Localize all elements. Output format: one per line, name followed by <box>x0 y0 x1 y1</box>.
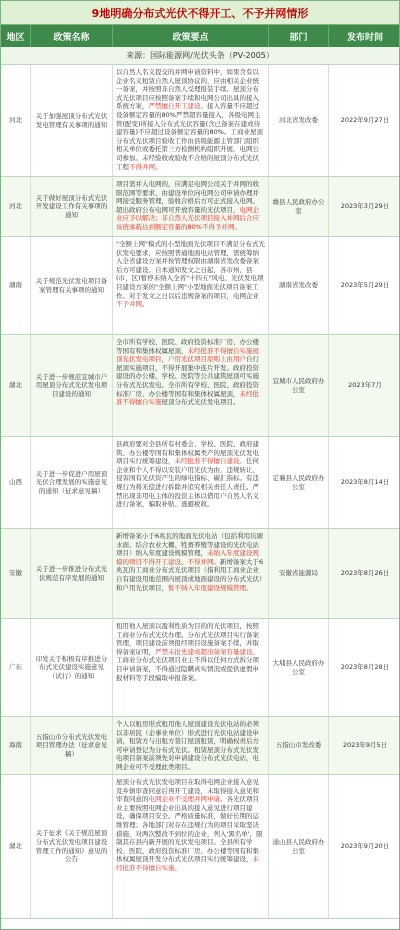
policy-points-cell <box>113 65 269 176</box>
department-cell: 安徽省能源局 <box>269 529 329 618</box>
header-department: 部门 <box>269 25 329 47</box>
point-text: 新增备案大于6兆瓦的工商业分布式光伏项目（指利用工商业企业自有建设用地范围内屋顶或地面建设的分布式光伏）和户用光伏项目， <box>116 557 264 592</box>
highlighted-point-text: 未经批准不得擅自实施。 <box>116 855 259 872</box>
point-text: 工商业分布式光伏项目业主不得以任何方式拆分项目申请备案，不得通过隐瞒真实情况或提供虚假申报材料等手段骗取申报备案。 <box>116 656 259 682</box>
department-cell: 五指山市发改委 <box>269 717 329 774</box>
table-row <box>1 437 399 529</box>
table-row <box>1 177 399 237</box>
point-text: 自行屋顶实施项目，不得开展集中连片开发。政府投资建设的办公楼、学校、医院等公共建筑屋顶可实施分布式光伏发电。全市所有学校、医院、政府投资标准厂房、办公楼等国有和集体权属屋顶， <box>116 355 259 398</box>
table-row <box>1 237 399 335</box>
policy-name-cell: 关于进一步规范宜城市户用屋顶分布式光伏发电项目建设的通知 <box>31 335 113 436</box>
table-row <box>1 529 399 619</box>
highlighted-point-text: 电网企业应予以解决；非自然人光伏项目接入并网后合应该统承载达到额定容量的80%不得予并网。 <box>116 205 259 231</box>
department-cell: 通山县人民政府办公室 <box>269 775 329 918</box>
table-row <box>1 717 399 775</box>
date-cell: 2023年8月28日 <box>340 663 390 672</box>
region-cell: 河北 <box>1 65 31 176</box>
table-header <box>1 25 399 47</box>
highlighted-point-text: 未纳入年度建设规模的项目不得开工建设、不得并网。 <box>116 549 259 566</box>
region-cell: 湖北 <box>1 775 31 918</box>
date-cell: 2023年8月14日 <box>340 478 390 487</box>
point-text: "全额上网"模式的小型地面光伏项目不满足分布式光伏发电要求，应按照普通地面电站管理，需统筹纳入全省建设方案并按管理权限由湖南省发改委备案后方可建设。自本通知发文之日起，各市州、县(市、区)暂停未纳入全省"十四五"风电、光伏发电项目建设方案的"全额上网"小型地面光伏项目备案工作。对于发文之日以后违规备案的项目，电网企业 <box>116 240 265 300</box>
policy-points-cell <box>113 619 269 716</box>
point-text: 县政府要对全县所有村委会、学校、医院、政府建筑、办公楼等国有和集体权属类产的屋顶光伏发电项目实行统筹建设， <box>116 440 259 466</box>
policy-name-cell: 五指山市分布式光伏发电项目管理办法（征求意见稿） <box>31 717 113 774</box>
policy-points-cell <box>113 177 269 236</box>
header-release-date: 发布时间 <box>346 32 383 43</box>
point-text: 以自然人名义提交的并网申请资料中，如果含有以企业名义租赁自然人屋顶协议的，应由相关企业统一备案，并按照非自然人受理报装手续。屋顶分布式光伏项目应按照备案手续和电网公司出具的接入系统方案， <box>116 68 259 111</box>
highlighted-point-text: 不予并网。 <box>116 300 149 309</box>
policy-points-cell <box>113 775 269 918</box>
department-cell: 大埔县人民政府办公室 <box>269 619 329 716</box>
highlighted-point-text: 不得并网。 <box>129 162 162 171</box>
region-cell: 山西 <box>1 437 31 528</box>
date-cell: 2023年9月5日 <box>342 741 388 750</box>
policy-points-cell <box>113 529 269 618</box>
region-cell: 广东 <box>1 619 31 716</box>
date-cell: 2023年3月29日 <box>340 202 390 211</box>
highlighted-point-text: 严禁未批先建或超出备案容量建设。 <box>155 647 259 656</box>
point-text: 新增备案小于6兆瓦的地面光伏电站（包括利用坑塘水面、结合农业大棚、牲畜养殖等建设的光伏电站项目）纳入年度建设规模管理， <box>116 532 264 558</box>
header-policy-points: 政策要点 <box>113 25 269 47</box>
policy-name-cell: 关于进一步推进分布式光伏规范有序发展的通知 <box>31 529 113 618</box>
department-cell: 雄县人民政府办公室 <box>269 177 329 236</box>
policy-name-cell: 关于加强屋顶分布式光伏发电管理有关事项的通知 <box>31 65 113 176</box>
policy-name-cell: 印发关于积极有序推进分布式光伏建设实施意见（试行）的通知 <box>31 619 113 716</box>
region-cell: 安徽 <box>1 529 31 618</box>
date-cell: 2023年7月 <box>348 381 382 390</box>
date-cell: 2023年9月20日 <box>340 842 390 851</box>
policy-points-cell <box>113 237 269 334</box>
region-cell: 湖北 <box>1 335 31 436</box>
point-text: 个人以租房形式租用他人屋顶建设光伏电站的必须以非居民（企事业单位）形式进行光伏电站建设申请，租赁方与出租方签订屋顶租赁，明确权责后方可申请登记为分布式光伏。租赁屋顶分布式光伏发电项目备案前须先对申请建设分布式光伏电站，电网企业可不受理此类项目。 <box>116 720 259 771</box>
region-cell: 湖南 <box>1 237 31 334</box>
highlighted-point-text: 严禁擅自开工建设。 <box>148 102 207 111</box>
table-row <box>1 65 399 177</box>
highlighted-point-text: 电网企业不受理并网申请。 <box>148 795 227 804</box>
highlighted-point-text: 未经批准不得擅自建设。 <box>174 457 246 466</box>
policy-points-cell <box>113 437 269 528</box>
highlighted-point-text: 暂不纳入年度建设规模管理。 <box>168 583 253 592</box>
date-cell: 2023年5月29日 <box>340 281 390 290</box>
date-cell: 2022年9月27日 <box>340 116 390 125</box>
source-note: 来源：国际能源网/光伏头条（PV-2005） <box>1 47 399 65</box>
policy-points-cell <box>113 335 269 436</box>
point-text: 接入容量不应超过设备额定容量的80%严禁超容量接入，各级电网主管(配变)所接入分布式光伏容量(含已备案在建或待建容量)不应超过设备额定容量的80%。工商业屋顶分布式光伏项目验收工作由县级能源主管部门组织相关单位或委托第三方检测机构组织开展，电网公司参加。未经验收或验收不合格的屋顶分布式光伏工程 <box>116 102 263 171</box>
point-text: 屋顶分布式光伏发电项目。 <box>161 398 240 407</box>
header-region: 地区 <box>1 25 31 47</box>
policy-name-cell: 关于规范光伏发电项目备案管理有关事项的通知 <box>31 237 113 334</box>
highlighted-point-text: 未经批准不得擅自实施 <box>116 389 259 407</box>
policy-points-cell <box>113 717 269 774</box>
department-cell: 定襄县人民政府办公室 <box>269 437 329 528</box>
department-cell: 湖南省发改委 <box>269 237 329 334</box>
policy-name-cell: 关于做好屋顶分布式光伏开发建设工作有关事项的通知 <box>31 177 113 236</box>
table-row <box>1 335 399 437</box>
policy-name-cell: 关于征求《关于规范屋顶分布式光伏发电项目建设管理工作的通知》意见的公告 <box>31 775 113 918</box>
point-text: 租用他人屋顶以盈利性质为目的的光伏项目，按照工商业分布式光伏办理。分布式光伏项目实行备案管理，项目建设前须报经项目设施备案手续，并取得备案证明， <box>116 622 259 656</box>
date-cell: 2023年8月26日 <box>340 569 390 578</box>
highlighted-point-text: 未经批准不得擅自实施屋顶光伏发电项目，户用光伏项目原则上由用户 <box>116 346 259 364</box>
department-cell: 宜城市人民政府办公室 <box>269 335 329 436</box>
header-policy-name: 政策名称 <box>31 25 113 47</box>
page-title: 9地明确分布式光伏不得开工、不予并网情形 <box>1 1 399 25</box>
region-cell: 河北 <box>1 177 31 236</box>
point-text: 全市所有学校、医院、政府投资标准厂房、办公楼等国有和集体权属屋顶， <box>116 338 259 355</box>
point-text: 项目需并入电网的，应满足电网公司关于并网的收限范围等要求，由建设单位向电网公司申请办理并网接受服务管理，验收合格后方可正式接入电网。超出政府公布电网可开放容量的光伏项目， <box>116 180 259 214</box>
point-text: 屋顶分布式光伏发电项目在取得电网企业接入意见及乡镇审查同意后再开工建设，未取得接入意见和审查同意的 <box>116 778 259 804</box>
table-row <box>1 619 399 717</box>
table-row <box>1 775 399 919</box>
point-text: 任何企业和个人不得以安装户用光伏为由，违规转让、侵害国有光伏资产生的绿电指标、碳汇指标。有违规行为将无偿进行拆除并追究相关责任人责任。严禁出现非用电主体的投资主体以借用户自然人名义进行备案，骗取补贴、逃避税收。 <box>116 457 259 509</box>
point-text: 各光伏项目业主要按照电网企业出具的接入意见进行项目建设，确保项目安全。严格质量标准，做好长期的运维管理；各地部门对存在违规行为的项目采取坚决措施，对两次整改不到位的企业，列入'黑名单'，限制其在县内新开展的光伏发电项目。全县所有学校、医院、政府投资标准厂房、办公楼等国有和集体权属屋顶开发分布式光伏项目实行统筹建设， <box>116 795 263 864</box>
table-body <box>1 65 399 929</box>
region-cell: 海南 <box>1 717 31 774</box>
department-cell: 河北省发改委 <box>269 65 329 176</box>
policy-name-cell: 关于进一步促进户用屋顶光伏合理发展的实施意见的通知（征求意见稿） <box>31 437 113 528</box>
